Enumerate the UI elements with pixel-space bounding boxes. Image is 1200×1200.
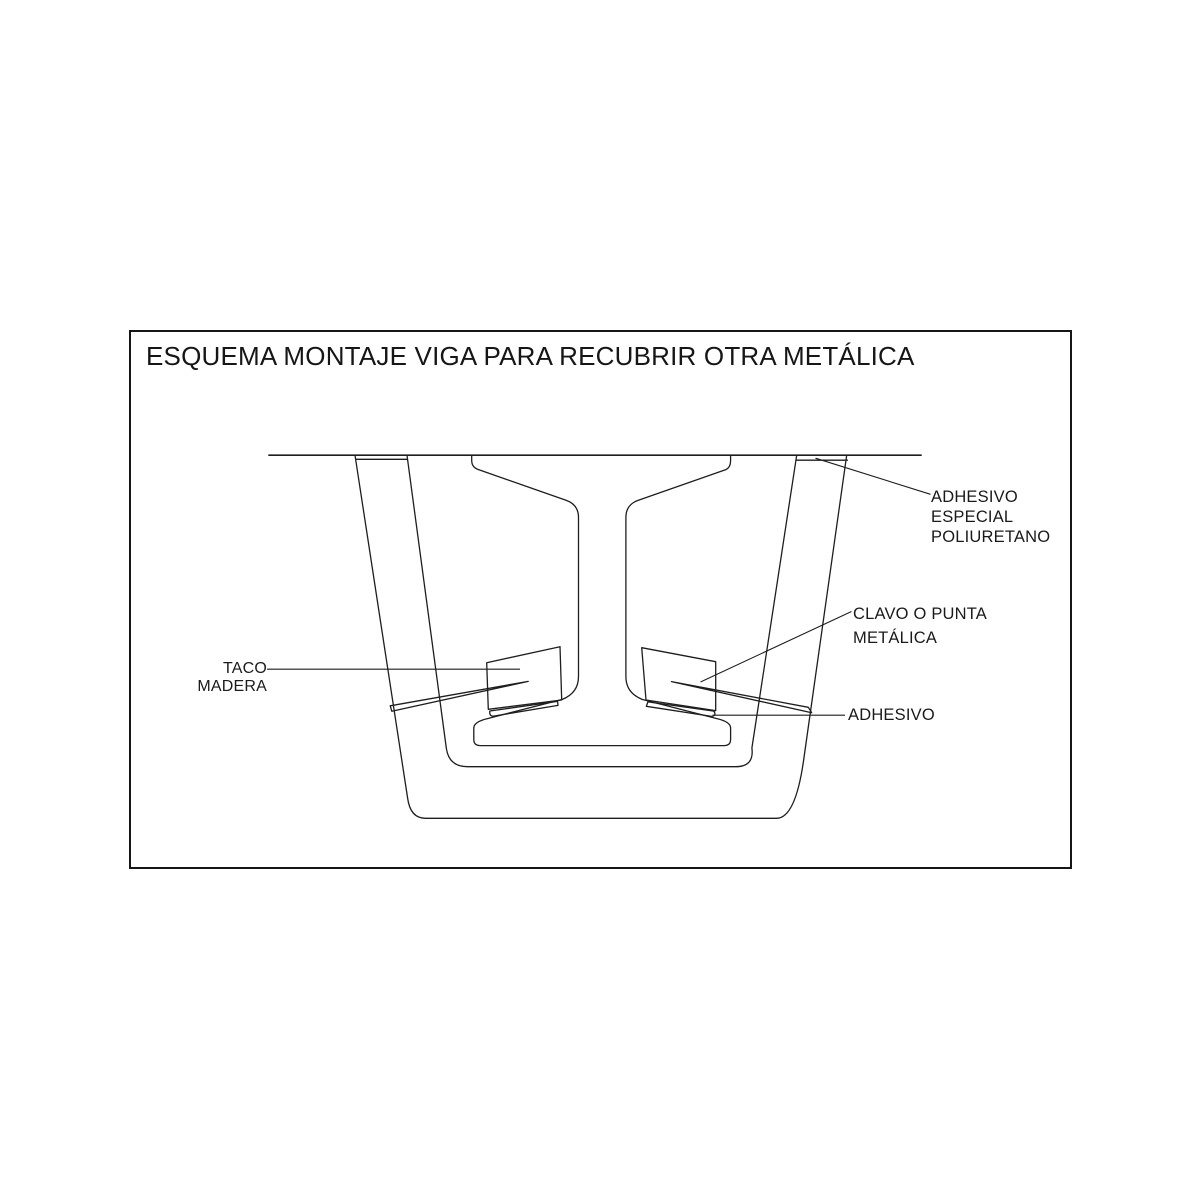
label-clavo-punta-metalica — [853, 602, 987, 650]
label-taco-line2: MADERA — [197, 677, 267, 695]
label-adhesp-line3: POLIURETANO — [931, 528, 1051, 546]
label-adhesp-line1: ADHESIVO — [931, 488, 1018, 506]
label-adhesivo-text: ADHESIVO — [848, 706, 935, 724]
label-adhesivo-especial-poliuretano — [931, 487, 1050, 547]
label-clavo-line1: CLAVO O PUNTA — [853, 605, 988, 623]
drawing-title: ESQUEMA MONTAJE VIGA PARA RECUBRIR OTRA METÁLICA — [146, 341, 915, 371]
label-adhesivo — [848, 705, 935, 725]
drawing-border — [129, 330, 1072, 869]
label-taco-madera — [150, 660, 267, 695]
label-adhesp-line2: ESPECIAL — [931, 508, 1014, 526]
label-taco-line1: TACO — [222, 660, 267, 677]
label-clavo-line2: METÁLICA — [853, 629, 938, 647]
